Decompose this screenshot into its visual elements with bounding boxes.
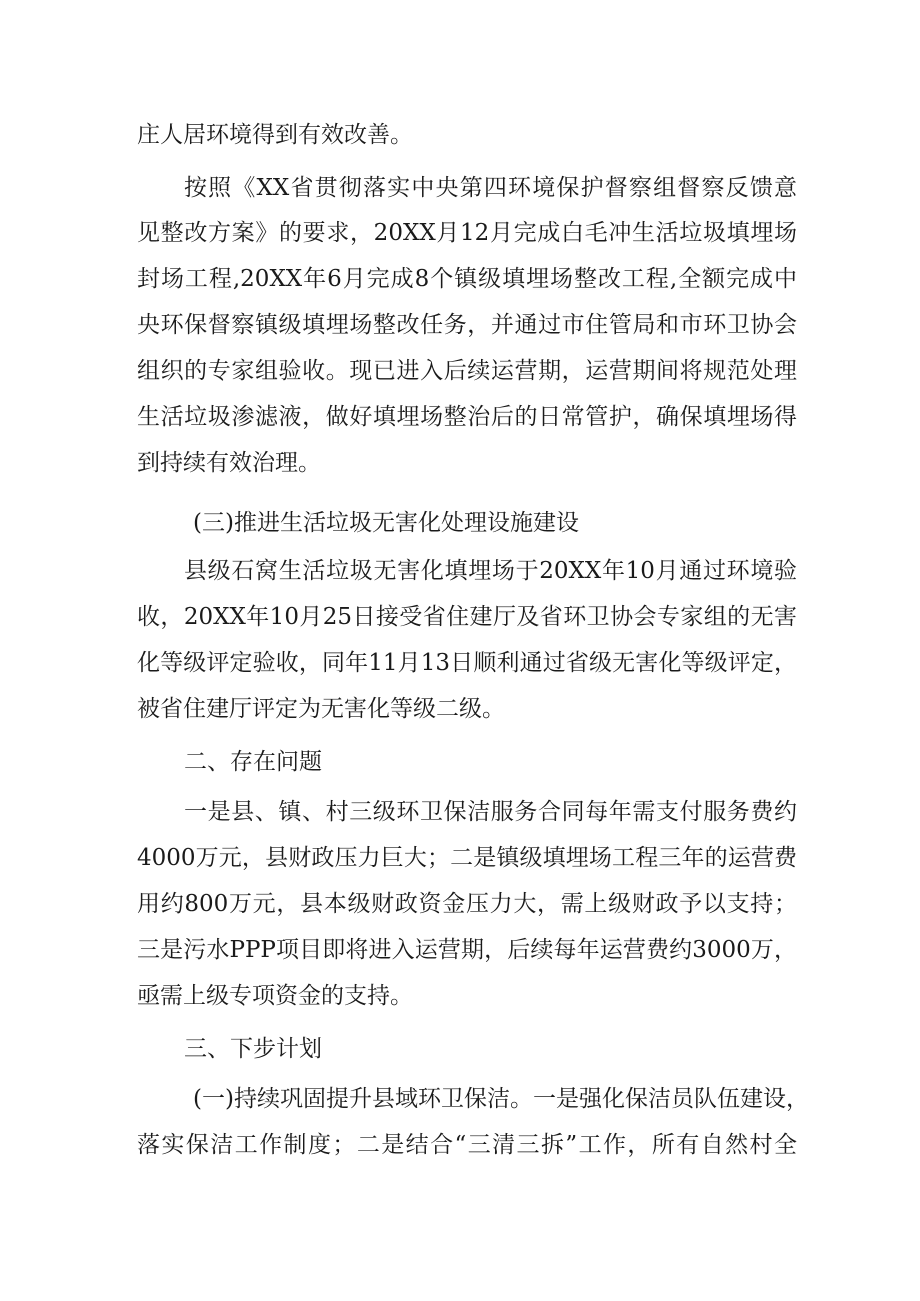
paragraph-line: 生活垃圾渗滤液，做好填埋场整治后的日常管护，确保填埋场得 — [137, 404, 797, 430]
paragraph-line: 被省住建厅评定为无害化等级二级。 — [137, 696, 505, 722]
paragraph-line: 组织的专家组验收。现已进入后续运营期，运营期间将规范处理 — [137, 358, 797, 384]
paragraph-line: 化等级评定验收，同年11月13日顺利通过省级无害化等级评定， — [137, 650, 797, 676]
paragraph-line: 4000万元，县财政压力巨大；二是镇级填埋场工程三年的运营费 — [137, 845, 797, 871]
paragraph-line: 县级石窝生活垃圾无害化填埋场于20XX年10月通过环境验 — [184, 558, 797, 584]
section-heading: 二、存在问题 — [184, 749, 322, 775]
paragraph-line: 收，20XX年10月25日接受省住建厅及省环卫协会专家组的无害 — [137, 604, 797, 630]
paragraph-line: 一是县、镇、村三级环卫保洁服务合同每年需支付服务费约 — [184, 799, 797, 825]
paragraph-line: 见整改方案》的要求，20XX月12月完成白毛冲生活垃圾填埋场 — [137, 220, 797, 246]
paragraph-line: 到持续有效治理。 — [137, 450, 321, 476]
paragraph-line: 按照《XX省贯彻落实中央第四环境保护督察组督察反馈意 — [184, 175, 797, 201]
paragraph-line: 落实保洁工作制度；二是结合“三清三拆”工作，所有自然村全 — [137, 1132, 797, 1158]
paragraph-line: 央环保督察镇级填埋场整改任务，并通过市住管局和市环卫协会 — [137, 312, 797, 338]
paragraph-line: 用约800万元，县本级财政资金压力大，需上级财政予以支持； — [137, 891, 797, 917]
section-heading: (三)推进生活垃圾无害化处理设施建设 — [193, 510, 579, 536]
section-heading: 三、下步计划 — [184, 1036, 322, 1062]
paragraph-line: 亟需上级专项资金的支持。 — [137, 983, 413, 1009]
paragraph-line: (一)持续巩固提升县域环卫保洁。一是强化保洁员队伍建设， — [193, 1086, 809, 1112]
paragraph-line: 庄人居环境得到有效改善。 — [137, 122, 413, 148]
paragraph-line: 封场工程,20XX年6月完成8个镇级填埋场整改工程,全额完成中 — [137, 266, 797, 292]
paragraph-line: 三是污水PPP项目即将进入运营期，后续每年运营费约3000万， — [137, 937, 797, 963]
